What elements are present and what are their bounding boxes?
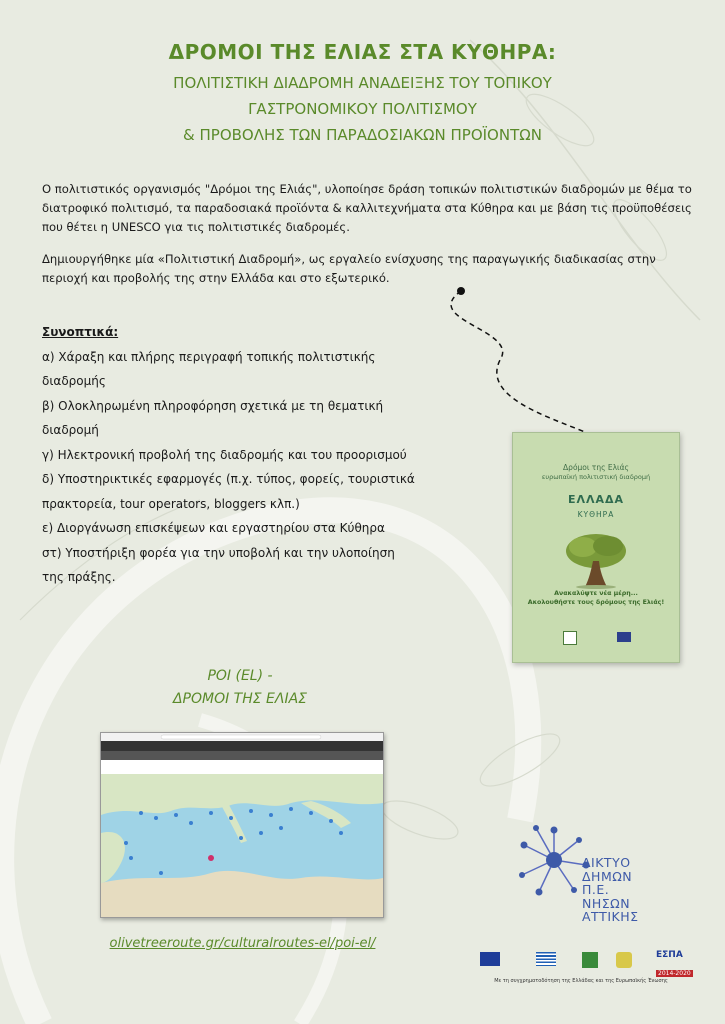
page-title: ΔΡΟΜΟΙ ΤΗΣ ΕΛΙΑΣ ΣΤΑ ΚΥΘΗΡΑ: — [168, 40, 557, 64]
booklet-title: Δρόμοι της Ελιάς — [563, 463, 629, 472]
subtitle-line: ΠΟΛΙΤΙΣΤΙΚΗ ΔΙΑΔΡΟΜΗ ΑΝΑΔΕΙΞΗΣ ΤΟΥ ΤΟΠΙΚΟΥ — [173, 74, 552, 92]
route-paragraph: Δημιουργήθηκε μία «Πολιτιστική Διαδρομή», ως εργαλείο ενίσχυσης της παραγωγικής διαδικασίας στην περιοχή και προβολής της στην Ελλάδα και στο εξωτερικό. — [42, 252, 656, 285]
network-line: Π.Ε. — [582, 882, 610, 897]
olive-tree-icon — [563, 531, 629, 589]
summary-line: δ) Υποστηρικτικές εφαρμογές (π.χ. τύπος, φορείς, τουριστικά — [42, 472, 415, 486]
espa-years: 2014-2020 — [658, 970, 691, 977]
network-line: ΑΤΤΙΚΗΣ — [582, 909, 639, 924]
summary-line: διαδρομή — [42, 423, 99, 437]
subtitle-line: & ΠΡΟΒΟΛΗΣ ΤΩΝ ΠΑΡΑΔΟΣΙΑΚΩΝ ΠΡΟΪΟΝΤΩΝ — [183, 126, 542, 144]
booklet-subtitle: ευρωπαϊκή πολιτιστική διαδρομή — [541, 473, 651, 481]
greek-flag-icon — [536, 952, 556, 966]
booklet-place: ΚΥΘΗΡΑ — [577, 510, 615, 519]
sponsor-logos — [456, 950, 706, 978]
espa-label: ΕΣΠΑ — [656, 950, 683, 960]
summary-list — [42, 320, 452, 590]
summary-line: στ) Υποστήριξη φορέα για την υποβολή και την υλοποίηση — [42, 545, 395, 560]
summary-heading: Συνοπτικά: — [42, 325, 119, 339]
page-subtitle — [0, 70, 725, 148]
booklet-tagline: Ανακαλύψτε νέα μέρη... — [554, 590, 638, 597]
network-line: ΔΗΜΩΝ — [582, 868, 633, 884]
summary-line: διαδρομής — [42, 374, 106, 388]
summary-line: β) Ολοκληρωμένη πληροφόρηση σχετικά με τη θεματική — [42, 398, 384, 413]
intro-paragraph: Ο πολιτιστικός οργανισμός "Δρόμοι της Ελιάς", υλοποίησε δράση τοπικών πολιτιστικών διαδρομών με θέμα το διατροφικό πολιτισμό, τα παραδοσιακά προϊόντα & καλλιτεχνήματα στα Κύθηρα και με βάση τις προϋποθέσεις που θέτει η UNESCO για τις πολιτιστικές διαδρομές. — [42, 182, 692, 234]
summary-line: γ) Ηλεκτρονική προβολή της διαδρομής και του προορισμού — [42, 447, 407, 462]
network-name — [582, 856, 639, 924]
booklet-tagline: Ακολουθήστε τους δρόμους της Ελιάς! — [527, 599, 665, 606]
summary-line: ε) Διοργάνωση επισκέψεων και εργαστηρίου στα Κύθηρα — [42, 521, 385, 535]
eu-flag-icon — [480, 952, 500, 966]
cofunding-note: Με τη συγχρηματοδότηση της Ελλάδας και της Ευρωπαϊκής Ένωσης — [494, 978, 668, 984]
region-logo-icon — [616, 952, 632, 968]
booklet-country: ΕΛΛΑΔΑ — [567, 493, 625, 506]
poi-link[interactable]: olivetreeroute.gr/culturalroutes-el/poi-el/ — [109, 936, 376, 951]
map-image — [101, 733, 383, 917]
map-screenshot — [100, 732, 384, 918]
council-of-europe-logo-icon — [617, 632, 631, 642]
network-line: ΝΗΣΩΝ — [582, 895, 631, 911]
espa-logo — [656, 950, 700, 977]
subtitle-line: ΓΑΣΤΡΟΝΟΜΙΚΟΥ ΠΟΛΙΤΙΣΜΟΥ — [248, 100, 477, 118]
summary-line: α) Χάραξη και πλήρης περιγραφή τοπικής πολιτιστικής — [42, 349, 376, 364]
summary-line: πρακτορεία, tour operators, bloggers κλπ.) — [42, 496, 300, 511]
poi-heading: POI (EL) - — [207, 668, 273, 684]
summary-line: της πράξης. — [42, 570, 116, 584]
booklet-logo-icon — [563, 631, 577, 645]
network-line: ΔΙΚΤΥΟ — [582, 855, 631, 870]
poi-subheading: ΔΡΟΜΟΙ ΤΗΣ ΕΛΙΑΣ — [172, 691, 308, 707]
booklet-cover — [512, 432, 680, 663]
leader-logo-icon — [582, 952, 598, 968]
